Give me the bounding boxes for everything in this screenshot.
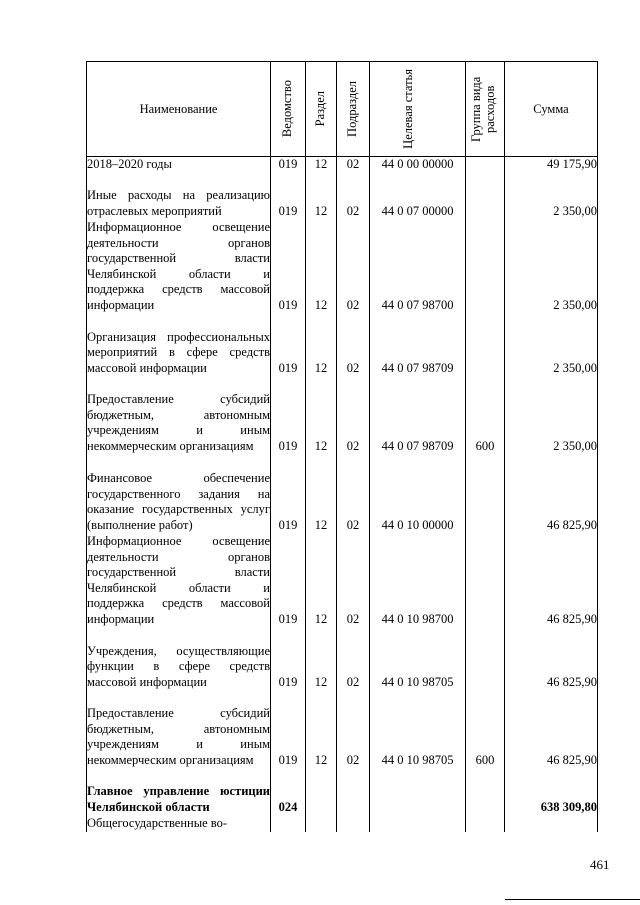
row-target: 44 0 10 98700 [370, 534, 466, 628]
row-subsection: 02 [337, 220, 370, 314]
row-target: 44 0 07 98709 [370, 377, 466, 455]
row-target: 44 0 07 98700 [370, 220, 466, 314]
row-sum: 2 350,00 [505, 377, 598, 455]
row-department: 019 [271, 691, 306, 769]
header-expense-group-label: Группа вида расходов [469, 76, 497, 142]
row-subsection: 02 [337, 314, 370, 377]
row-sum: 638 309,80 [505, 769, 598, 816]
row-name: Главное управление юстиции Челябинской области [87, 769, 271, 816]
row-subsection: 02 [337, 534, 370, 628]
row-target [370, 816, 466, 832]
row-section: 12 [306, 157, 337, 173]
row-section: 12 [306, 314, 337, 377]
table-row [87, 157, 598, 173]
row-department: 019 [271, 628, 306, 691]
row-expense-group [466, 173, 505, 220]
row-department: 019 [271, 220, 306, 314]
row-name: Финансовое обеспечение государственного задания на оказание государственных услуг (выполнение работ) [87, 455, 271, 534]
row-name: Информационное освещение деятельности органов государственной власти Челябинской области и поддержка средств массовой информации [87, 220, 270, 312]
row-name: Общегосударственные во- [87, 816, 271, 832]
table-row [87, 377, 598, 455]
row-target [370, 769, 466, 816]
header-subsection [337, 62, 370, 157]
row-subsection [337, 769, 370, 816]
row-subsection: 02 [337, 377, 370, 455]
row-section [306, 816, 337, 832]
row-name: Учреждения, осуществляющие функции в сфере средств массовой информации [87, 628, 271, 691]
row-sum: 49 175,90 [505, 157, 598, 173]
row-name: Информационное освещение деятельности органов государственной власти Челябинской области и поддержка средств массовой информации [87, 534, 270, 626]
row-target: 44 0 10 98705 [370, 628, 466, 691]
row-sum: 46 825,90 [505, 691, 598, 769]
header-section-label: Раздел [313, 91, 328, 127]
row-subsection: 02 [337, 691, 370, 769]
row-department: 019 [271, 173, 306, 220]
row-section: 12 [306, 220, 337, 314]
row-target: 44 0 10 00000 [370, 455, 466, 534]
row-sum: 2 350,00 [505, 314, 598, 377]
header-name: Наименование [87, 62, 271, 157]
row-expense-group [466, 455, 505, 534]
row-sum: 46 825,90 [505, 455, 598, 534]
row-name: 2018–2020 годы [87, 157, 271, 173]
table-row [87, 314, 598, 377]
row-name: Иные расходы на реализацию отраслевых мероприятий [87, 173, 271, 220]
row-expense-group: 600 [466, 377, 505, 455]
row-expense-group [466, 628, 505, 691]
row-sum: 2 350,00 [505, 220, 598, 314]
row-name: Предоставление субсидий бюджетным, автономным учреждениям и иным некоммерческим организациям [87, 691, 271, 769]
row-section [306, 769, 337, 816]
row-target: 44 0 00 00000 [370, 157, 466, 173]
row-section: 12 [306, 691, 337, 769]
page-number: 461 [590, 857, 610, 872]
row-section: 12 [306, 377, 337, 455]
row-name: Предоставление субсидий бюджетным, автономным учреждениям и иным некоммерческим организациям [87, 377, 271, 455]
row-expense-group [466, 534, 505, 628]
table-row [87, 628, 598, 691]
row-subsection [337, 816, 370, 832]
row-department [271, 816, 306, 832]
row-department: 019 [271, 157, 306, 173]
table-row [87, 816, 598, 832]
row-subsection: 02 [337, 628, 370, 691]
table-row [87, 769, 598, 816]
row-target: 44 0 10 98705 [370, 691, 466, 769]
row-sum: 2 350,00 [505, 173, 598, 220]
table-row [87, 691, 598, 769]
row-expense-group [466, 816, 505, 832]
header-subsection-label: Подраздел [345, 81, 360, 137]
table-body [87, 157, 598, 832]
row-sum: 46 825,90 [505, 534, 598, 628]
row-name: Организация профессиональных мероприятий в сфере средств массовой информации [87, 314, 271, 377]
header-department-label: Ведомство [280, 80, 295, 138]
row-target: 44 0 07 00000 [370, 173, 466, 220]
row-expense-group [466, 314, 505, 377]
row-sum [505, 816, 598, 832]
row-section: 12 [306, 173, 337, 220]
row-department: 019 [271, 377, 306, 455]
row-subsection: 02 [337, 173, 370, 220]
row-subsection: 02 [337, 455, 370, 534]
footer-divider [505, 899, 640, 900]
row-subsection: 02 [337, 157, 370, 173]
table-header-row [87, 62, 598, 157]
row-department: 019 [271, 314, 306, 377]
table-row [87, 455, 598, 534]
table-row [87, 534, 598, 628]
header-section [306, 62, 337, 157]
header-expense-group [466, 62, 505, 157]
row-expense-group [466, 157, 505, 173]
row-expense-group: 600 [466, 691, 505, 769]
row-sum: 46 825,90 [505, 628, 598, 691]
table-row [87, 173, 598, 220]
header-department [271, 62, 306, 157]
header-target-label: Целевая статья [400, 69, 415, 149]
row-section: 12 [306, 455, 337, 534]
header-sum: Сумма [505, 62, 598, 157]
row-section: 12 [306, 628, 337, 691]
row-department: 019 [271, 534, 306, 628]
table-row [87, 220, 598, 314]
row-section: 12 [306, 534, 337, 628]
row-expense-group [466, 220, 505, 314]
header-target [370, 62, 466, 157]
row-department: 024 [271, 769, 306, 816]
row-department: 019 [271, 455, 306, 534]
row-expense-group [466, 769, 505, 816]
budget-table [86, 61, 598, 832]
row-target: 44 0 07 98709 [370, 314, 466, 377]
